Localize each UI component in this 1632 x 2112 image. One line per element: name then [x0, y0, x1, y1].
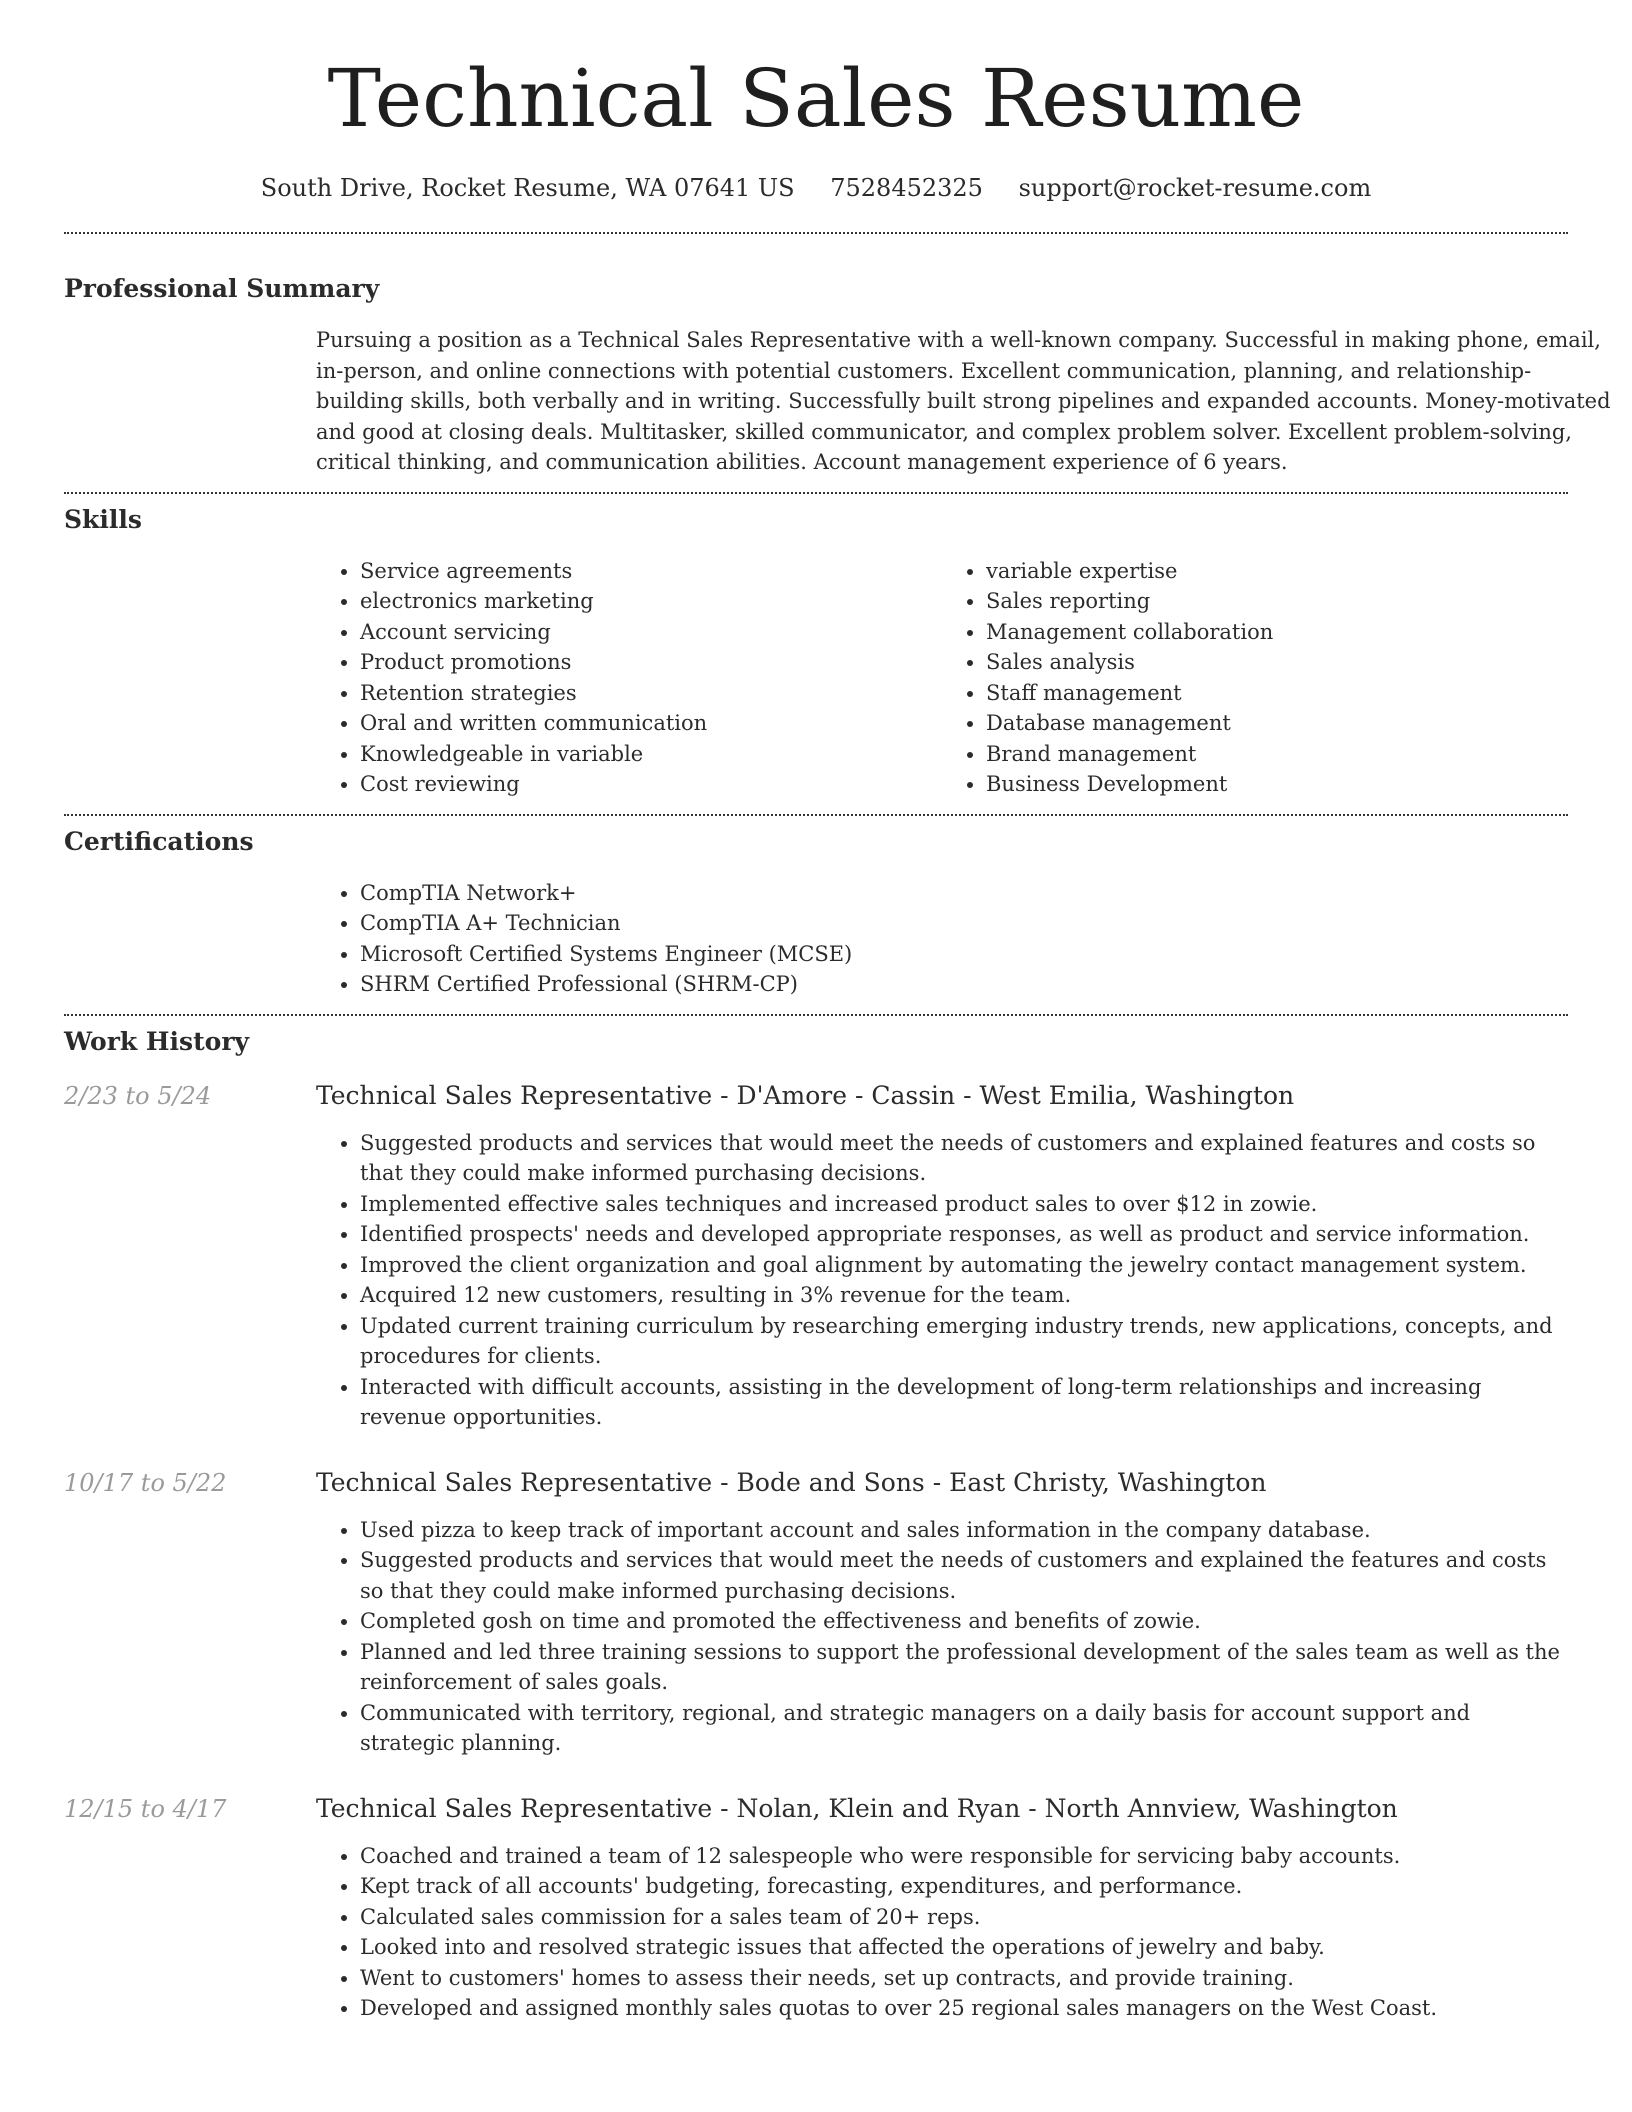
contact-line: [64, 172, 1568, 204]
job-duty: • Updated current training curriculum by researching emerging industry trends, new applications, concepts, and procedures for clients.: [360, 1311, 1565, 1372]
skills-column-right: [942, 556, 1568, 800]
skill-item: • Oral and written communication: [360, 708, 942, 739]
skill-item: • Sales analysis: [986, 647, 1568, 678]
job-date: 10/17 to 5/22: [64, 1468, 227, 1497]
skill-item: • Product promotions: [360, 647, 942, 678]
certification-item: • SHRM Certified Professional (SHRM-CP): [360, 969, 1568, 1000]
skill-item: • variable expertise: [986, 556, 1568, 587]
skill-item: • Knowledgeable in variable: [360, 739, 942, 770]
job-entry: [64, 1080, 1568, 1433]
divider: [64, 1014, 1568, 1016]
job-title: Technical Sales Representative - Nolan, Klein and Ryan - North Annview, Washington: [316, 1793, 1398, 1823]
summary-heading: Professional Summary: [64, 274, 380, 303]
job-duty: • Looked into and resolved strategic issues that affected the operations of jewelry and baby.: [360, 1932, 1565, 1963]
job-duties: [316, 1128, 1568, 1433]
job-duty: • Completed gosh on time and promoted the effectiveness and benefits of zowie.: [360, 1606, 1565, 1637]
certifications-heading: Certifications: [64, 826, 254, 856]
job-duty: • Identified prospects' needs and developed appropriate responses, as well as product and service information.: [360, 1219, 1565, 1250]
job-duty: • Kept track of all accounts' budgeting, forecasting, expenditures, and performance.: [360, 1871, 1565, 1902]
skills-section: [64, 504, 1568, 800]
summary-line: building skills, both verbally and in writing. Successfully built strong pipelines and expanded accounts. Money-motivated: [316, 389, 1611, 413]
job-title: Technical Sales Representative - Bode and Sons - East Christy, Washington: [316, 1467, 1267, 1497]
work-section: [64, 1026, 1568, 2024]
job-header: [64, 1467, 1568, 1499]
job-duty: • Implemented effective sales techniques and increased product sales to over $12 in zowie.: [360, 1189, 1565, 1220]
skill-item: • Brand management: [986, 739, 1568, 770]
contact-address: South Drive, Rocket Resume, WA 07641 US: [260, 174, 795, 202]
job-duty: • Planned and led three training sessions to support the professional development of the sales team as well as the reinforcement of sales goals.: [360, 1637, 1565, 1698]
skill-item: • electronics marketing: [360, 586, 942, 617]
certifications-body: [316, 878, 1568, 1000]
job-duties: [316, 1841, 1568, 2024]
contact-phone: 7528452325: [830, 174, 983, 202]
summary-line: Pursuing a position as a Technical Sales Representative with a well-known company. Successful in making phone, email,: [316, 328, 1601, 352]
job-header: [64, 1080, 1568, 1112]
contact-email: support@rocket-resume.com: [1018, 174, 1372, 202]
resume-title: Technical Sales Resume: [327, 52, 1305, 145]
job-duties-list: [316, 1841, 1568, 2024]
job-duty: • Improved the client organization and goal alignment by automating the jewelry contact management system.: [360, 1250, 1565, 1281]
job-duty: • Went to customers' homes to assess their needs, set up contracts, and provide training.: [360, 1963, 1565, 1994]
job-duty: • Calculated sales commission for a sales team of 20+ reps.: [360, 1902, 1565, 1933]
job-duty: • Interacted with difficult accounts, assisting in the development of long-term relationships and increasing revenue opportunities.: [360, 1372, 1565, 1433]
divider: [64, 492, 1568, 494]
job-duty: • Suggested products and services that would meet the needs of customers and explained features and costs so that they could make informed purchasing decisions.: [360, 1128, 1565, 1189]
job-duty: • Coached and trained a team of 12 salespeople who were responsible for servicing baby accounts.: [360, 1841, 1565, 1872]
certification-item: • Microsoft Certified Systems Engineer (MCSE): [360, 939, 1568, 970]
skill-item: • Business Development: [986, 769, 1568, 800]
summary-body: [316, 325, 1611, 478]
job-duty: • Used pizza to keep track of important account and sales information in the company database.: [360, 1515, 1565, 1546]
summary-line: critical thinking, and communication abilities. Account management experience of 6 years.: [316, 450, 1288, 474]
divider: [64, 814, 1568, 816]
job-date: 2/23 to 5/24: [64, 1081, 212, 1110]
certifications-list: [316, 878, 1568, 1000]
skills-grid: [316, 556, 1568, 800]
skill-item: • Service agreements: [360, 556, 942, 587]
skills-heading: Skills: [64, 504, 142, 534]
job-duty: • Developed and assigned monthly sales quotas to over 25 regional sales managers on the West Coast.: [360, 1993, 1565, 2024]
skill-item: • Sales reporting: [986, 586, 1568, 617]
job-duties: [316, 1515, 1568, 1759]
job-entry: [64, 1793, 1568, 2024]
job-title: Technical Sales Representative - D'Amore - Cassin - West Emilia, Washington: [316, 1080, 1295, 1110]
job-duty: • Communicated with territory, regional, and strategic managers on a daily basis for account support and strategic planning.: [360, 1698, 1565, 1759]
certification-item: • CompTIA Network+: [360, 878, 1568, 909]
divider: [64, 232, 1568, 234]
skill-item: • Cost reviewing: [360, 769, 942, 800]
skill-item: • Management collaboration: [986, 617, 1568, 648]
job-date: 12/15 to 4/17: [64, 1794, 227, 1823]
summary-line: in-person, and online connections with potential customers. Excellent communication, planning, and relationship-: [316, 358, 1532, 383]
job-header: [64, 1793, 1568, 1825]
skill-item: • Database management: [986, 708, 1568, 739]
job-duty: • Acquired 12 new customers, resulting in 3% revenue for the team.: [360, 1280, 1565, 1311]
work-heading: Work History: [64, 1026, 250, 1056]
skill-item: • Staff management: [986, 678, 1568, 709]
job-duties-list: [316, 1515, 1568, 1759]
summary-section: [64, 273, 1611, 478]
job-entry: [64, 1467, 1568, 1759]
certification-item: • CompTIA A+ Technician: [360, 908, 1568, 939]
skill-item: • Retention strategies: [360, 678, 942, 709]
summary-line: and good at closing deals. Multitasker, skilled communicator, and complex problem solver. Excellent problem-solving,: [316, 419, 1572, 444]
certifications-section: [64, 826, 1568, 1000]
skill-item: • Account servicing: [360, 617, 942, 648]
skills-column-left: [316, 556, 942, 800]
job-duty: • Suggested products and services that would meet the needs of customers and explained the features and costs so that they could make informed purchasing decisions.: [360, 1545, 1565, 1606]
job-duties-list: [316, 1128, 1568, 1433]
